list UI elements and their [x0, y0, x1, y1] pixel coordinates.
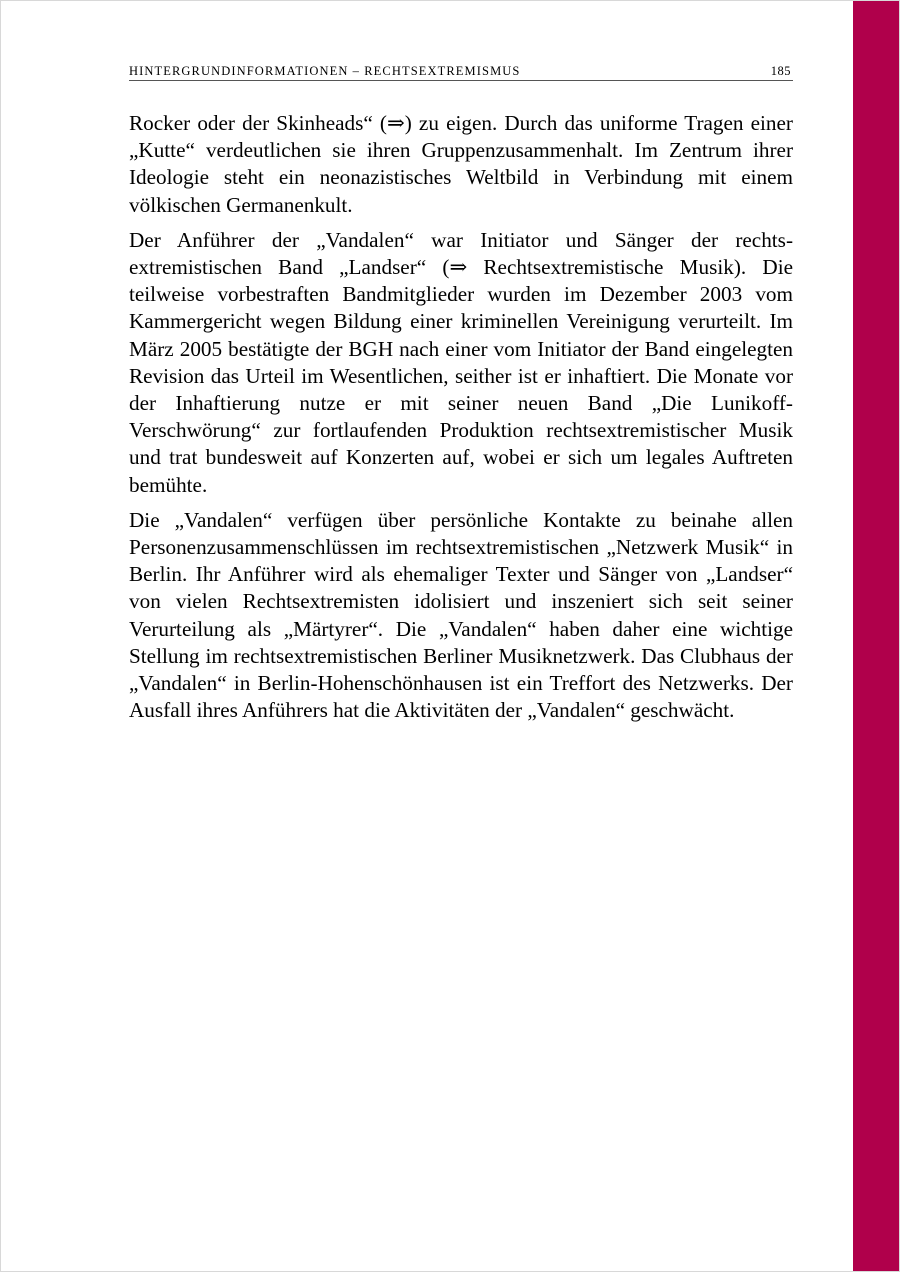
paragraph-1: Rocker oder der Skinheads“ (⇒) zu eigen. Durch das uniforme Tragen einer „Kutte“ verdeutlichen sie ihren Gruppenzusammenhalt. Im Zentrum ihrer Ideologie steht ein neonazistisches Weltbild in Verbindung mit einem völkischen Germanenkult. — [129, 111, 793, 217]
body-text — [129, 110, 793, 732]
header-title: HINTERGRUNDINFORMATIONEN – RECHTSEXTREMISMUS — [129, 64, 521, 78]
paragraph-3: Die „Vandalen“ verfügen über persönliche Kontakte zu beinahe allen Personenzusammenschlüssen im rechtsextremistischen „Netzwerk Musik“ in Berlin. Ihr Anführer wird als ehemaliger Texter und Sänger von „Landser“ von vielen Rechtsextremisten idolisiert und inszeniert sich seit seiner Verurteilung als „Märtyrer“. Die „Vandalen“ haben daher eine wichtige Stellung im rechtsextremistischen Berliner Musiknetzwerk. Das Clubhaus der „Vandalen“ in Berlin-Hohenschönhausen ist ein Treffort des Netzwerks. Der Ausfall ihres Anführers hat die Aktivitäten der „Vandalen“ geschwächt. — [129, 507, 793, 723]
side-color-bar — [853, 1, 899, 1271]
running-header — [129, 62, 793, 81]
paragraph-2: Der Anführer der „Vandalen“ war Initiator und Sänger der rechtsextremistischen Band „Landser“ (⇒ Rechtsextremistische Musik). Die teilweise vorbestraften Bandmitglieder wurden im Dezember 2003 vom Kammergericht wegen Bildung einer kriminellen Vereinigung verurteilt. Im März 2005 bestätigte der BGH nach einer vom Initiator der Band eingelegten Revision das Urteil im Wesentlichen, seither ist er inhaftiert. Die Monate vor der Inhaftierung nutze er mit seiner neuen Band „Die Lunikoff-Verschwörung“ zur fortlaufenden Produktion rechtsextremistischer Musik und trat bundesweit auf Konzerten auf, wobei er sich um legales Auftreten bemühte. — [129, 227, 793, 497]
page-number: 185 — [770, 64, 791, 78]
